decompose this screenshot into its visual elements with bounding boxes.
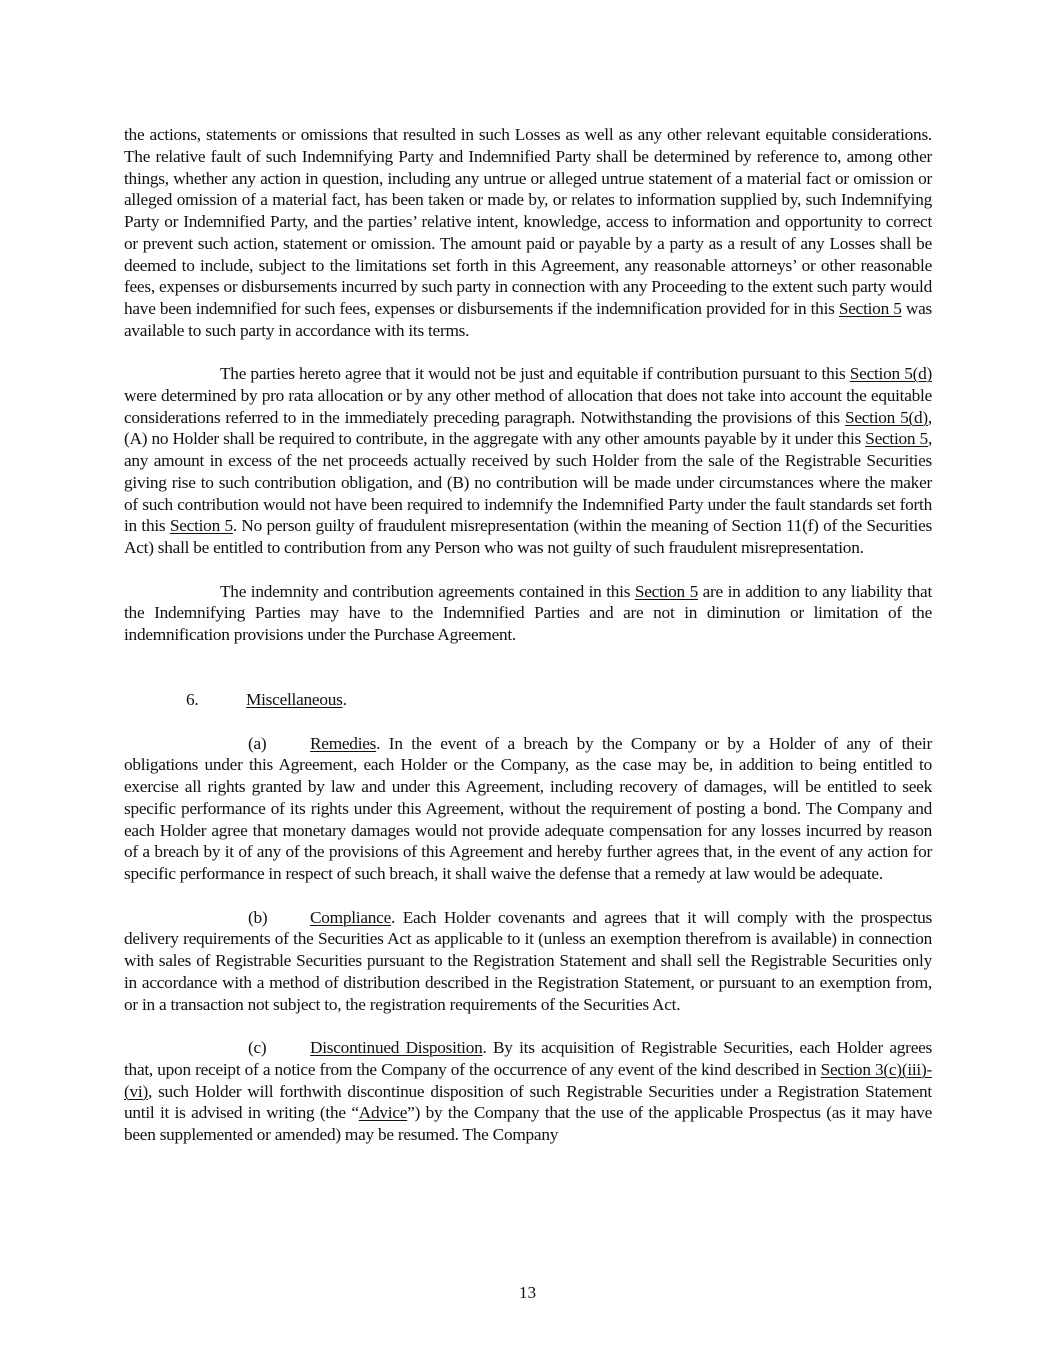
section-heading-miscellaneous: [124, 689, 932, 711]
paragraph-text: The parties hereto agree that it would not be just and equitable if contribution pursuant to this: [220, 364, 850, 384]
subsection-discontinued-disposition: [124, 1037, 932, 1146]
paragraph-text: the actions, statements or omissions that resulted in such Losses as well as any other relevant equitable considerations. The relative fault of such Indemnifying Party and Indemnified Party shall be determined by reference to, among other things, whether any action in question, including any untrue or alleged untrue statement of a material fact or omission or alleged omission of a material fact, has been taken or made by, or relates to information supplied by, such Indemnifying Party or Indemnified Party, and the parties’ relative intent, knowledge, access to information and opportunity to correct or prevent such action, statement or omission. The amount paid or payable by a party as a result of any Losses shall be deemed to include, subject to the limitations set forth in this Agreement, any reasonable attorneys’ or other reasonable fees, expenses or disbursements incurred by such party in connection with any Proceeding to the extent such party would have been indemnified for such fees, expenses or disbursements if the indemnification provided for in this: [124, 125, 932, 318]
paragraph-contribution-fault: [124, 124, 932, 342]
paragraph-pro-rata-allocation: [124, 363, 932, 559]
paragraph-text: , any amount in excess of the net proceeds actually received by such Holder from the sale of the Registrable Securities giving rise to such contribution obligation, and (B) no contribution will be made under circumstances where the maker of such contribution would not have been required to indemnify the Indemnified Party under the fault standards set forth in this: [124, 429, 933, 536]
subsection-text: . Each Holder covenants and agrees that it will comply with the prospectus delivery requirements of the Securities Act as applicable to it (unless an exemption therefrom is available) in connection with sales of Registrable Securities pursuant to the Registration Statement and shall sell the Registrable Securities only in accordance with a method of distribution described in the Registration Statement, or pursuant to an exemption from, or in a transaction not subject to, the registration requirements of the Securities Act.: [124, 907, 932, 1014]
section-5d-reference: Section 5(d): [849, 364, 932, 384]
section-number: 6.: [186, 690, 199, 710]
subsection-title: Discontinued Disposition: [310, 1038, 483, 1058]
paragraph-text: The indemnity and contribution agreements contained in this: [220, 581, 635, 601]
paragraph-text: . No person guilty of fraudulent misrepresentation (within the meaning of Section 11(f) of the Securities Act) shall be entitled to contribution from any Person who was not guilty of such fraudulent misrepresentation.: [124, 516, 932, 558]
section-5d-reference: Section 5(d): [844, 407, 928, 427]
paragraph-indemnity-additional: [124, 581, 932, 646]
subsection-label: (a): [248, 733, 267, 753]
paragraph-text: , (A) no Holder shall be required to contribute, in the aggregate with any other amounts payable by it under this: [124, 407, 932, 449]
defined-term-advice: Advice: [358, 1103, 408, 1123]
subsection-title: Remedies: [310, 733, 377, 753]
subsection-compliance: [124, 907, 932, 1016]
section-5-reference: Section 5: [169, 516, 233, 536]
subsection-text: . In the event of a breach by the Company or by a Holder of any of their obligations under this Agreement, each Holder or the Company, as the case may be, in addition to being entitled to exercise all rights granted by law and under this Agreement, including recovery of damages, will be entitled to seek specific performance of its rights under this Agreement, without the requirement of posting a bond. The Company and each Holder agree that monetary damages would not provide adequate compensation for any losses incurred by reason of a breach by it of any of the provisions of this Agreement and hereby further agrees that, in the event of any action for specific performance in respect of such breach, it shall waive the defense that a remedy at law would be adequate.: [124, 733, 932, 884]
section-3c-reference: Section 3(c)(iii)-(vi): [124, 1059, 932, 1101]
section-5-reference: Section 5: [838, 299, 902, 318]
subsection-text: ”) by the Company that the use of the applicable Prospectus (as it may have been supplemented or amended) may be resumed. The Company: [124, 1103, 932, 1145]
paragraph-text: were determined by pro rata allocation or by any other method of allocation that does not take into account the equitable considerations referred to in the immediately preceding paragraph. Notwithstanding the provisions of this: [124, 385, 932, 427]
subsection-text: , such Holder will forthwith discontinue disposition of such Registrable Securities under a Registration Statement until it is advised in writing (the “: [124, 1081, 932, 1123]
subsection-text: . By its acquisition of Registrable Securities, each Holder agrees that, upon receipt of a notice from the Company of the occurrence of any event of the kind described in: [124, 1038, 933, 1079]
subsection-label: (b): [248, 907, 268, 927]
section-title: Miscellaneous: [246, 690, 343, 710]
paragraph-text: was available to such party in accordance with its terms.: [124, 299, 933, 340]
section-5-reference: Section 5: [634, 581, 698, 601]
subsection-remedies: [124, 733, 932, 885]
section-title-suffix: .: [342, 690, 347, 710]
page-number: 13: [518, 1283, 537, 1302]
document-page: [124, 124, 932, 1146]
section-5-reference: Section 5: [865, 429, 928, 449]
subsection-title: Compliance: [310, 907, 392, 927]
paragraph-text: are in addition to any liability that the Indemnifying Parties may have to the Indemnified Parties and are not in diminution or limitation of the indemnification provisions under the Purchase Agreement.: [124, 581, 932, 645]
subsection-label: (c): [248, 1038, 267, 1058]
